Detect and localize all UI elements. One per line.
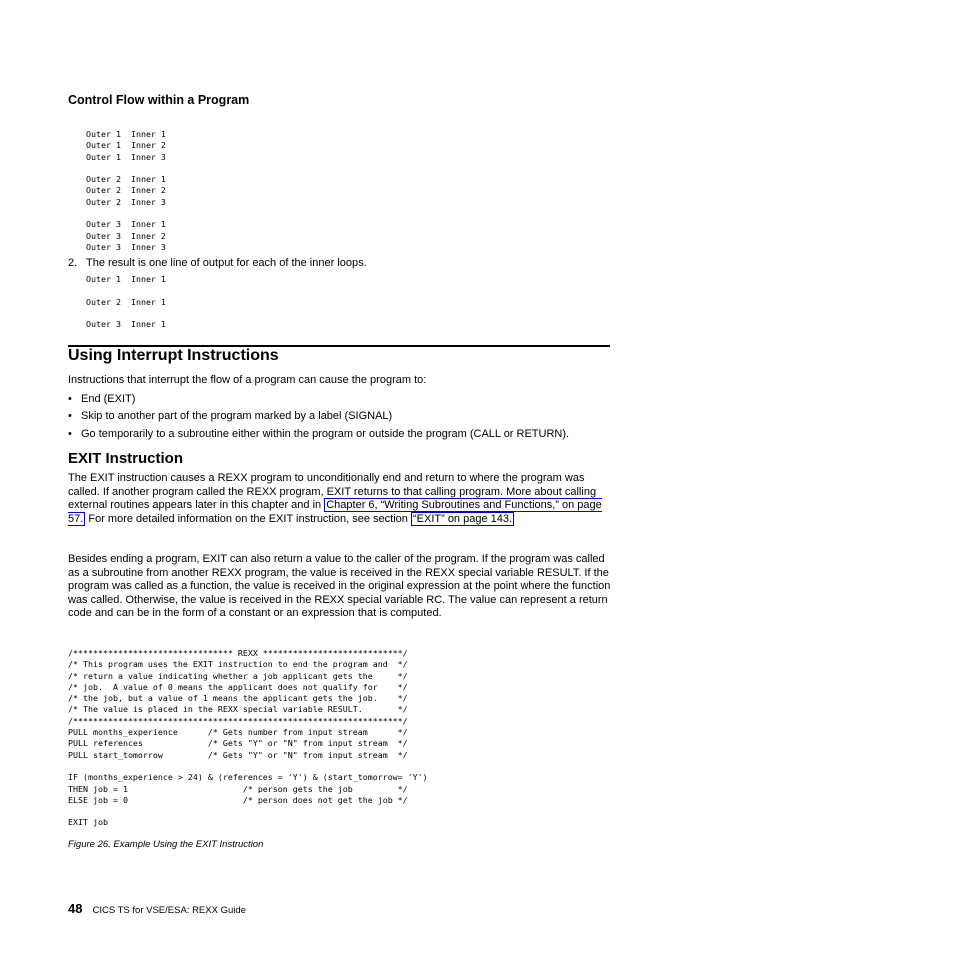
list-item	[68, 408, 569, 425]
interrupt-bullet-list	[68, 391, 569, 443]
footer-text: CICS TS for VSE/ESA: REXX Guide	[92, 905, 246, 916]
interrupt-intro: Instructions that interrupt the flow of a program can cause the program to:	[68, 374, 427, 386]
step-number: 2.	[68, 257, 78, 269]
page-footer	[68, 900, 246, 918]
code-example-exit: /******************************** REXX ****************************/ /* This program uses the EXIT instruction to end the program and */ /* return a value indicating whether a job applicant gets the */ /* job. A value of 0 means the applicant does not qualify for */ /* the job, but a value of 1 means the applicant gets the job. */ /* The value is placed in the REXX special variable RESULT. */ /******************************************************************/ PULL months_experience /* Gets number from input stream */ PULL references /* Gets "Y" or "N" from input stream */ PULL start_tomorrow /* Gets "Y" or "N" from input stream */ IF (months_experience > 24) & (references = 'Y') & (start_tomorrow= 'Y') THEN job = 1 /* person gets the job */ ELSE job = 0 /* person does not get the job */ EXIT job	[68, 648, 428, 828]
code-output-inner-loop: Outer 1 Inner 1 Outer 2 Inner 1 Outer 3 Inner 1	[86, 274, 166, 330]
exit-paragraph-2: Besides ending a program, EXIT can also return a value to the caller of the program. If the program was called as a subroutine from another REXX program, the value is received in the REXX special variable RESULT. If the program was called as a function, the value is received in the original expression at the point where the function was called. Otherwise, the value is received in the REXX special variable RC. The value can represent a return code and can be in the form of a constant or an expression that is computed.	[68, 553, 611, 620]
page-number: 48	[68, 901, 83, 916]
bullet-icon: •	[68, 393, 72, 405]
list-item	[68, 426, 569, 443]
link-exit-page-143[interactable]: “EXIT” on page 143.	[412, 512, 513, 525]
list-item-text: Go temporarily to a subroutine either within the program or outside the program (CALL or RETURN).	[81, 427, 570, 440]
section-heading-exit: EXIT Instruction	[68, 450, 184, 467]
list-item	[68, 391, 569, 408]
step-2	[68, 257, 367, 269]
list-item-text: End (EXIT)	[81, 393, 136, 405]
figure-caption: Figure 26. Example Using the EXIT Instruction	[68, 839, 264, 850]
list-item-text: Skip to another part of the program marked by a label (SIGNAL)	[81, 410, 393, 423]
exit-p1-text-a: The EXIT instruction causes a REXX program to unconditionally end and return to where the program was called. If another program called the REXX program, EXIT returns to that calling program. More about calling external routines appears later in this chapter and in	[68, 472, 597, 512]
bullet-icon: •	[68, 410, 72, 423]
running-head: Control Flow within a Program	[68, 93, 250, 107]
code-output-nested-loops: Outer 1 Inner 1 Outer 1 Inner 2 Outer 1 Inner 3 Outer 2 Inner 1 Outer 2 Inner 2 Outer 2 Inner 3 Outer 3 Inner 1 Outer 3 Inner 2 Outer 3 Inner 3	[86, 129, 166, 252]
step-text: The result is one line of output for each of the inner loops.	[86, 257, 367, 269]
exit-paragraph-1	[68, 472, 613, 526]
bullet-icon: •	[68, 427, 72, 440]
exit-p1-text-b: For more detailed information on the EXIT instruction, see section	[85, 512, 411, 525]
link-chapter-6[interactable]: Chapter 6, “Writing Subroutines and Functions,” on page 57.	[68, 499, 602, 525]
section-heading-interrupt: Using Interrupt Instructions	[68, 347, 279, 364]
